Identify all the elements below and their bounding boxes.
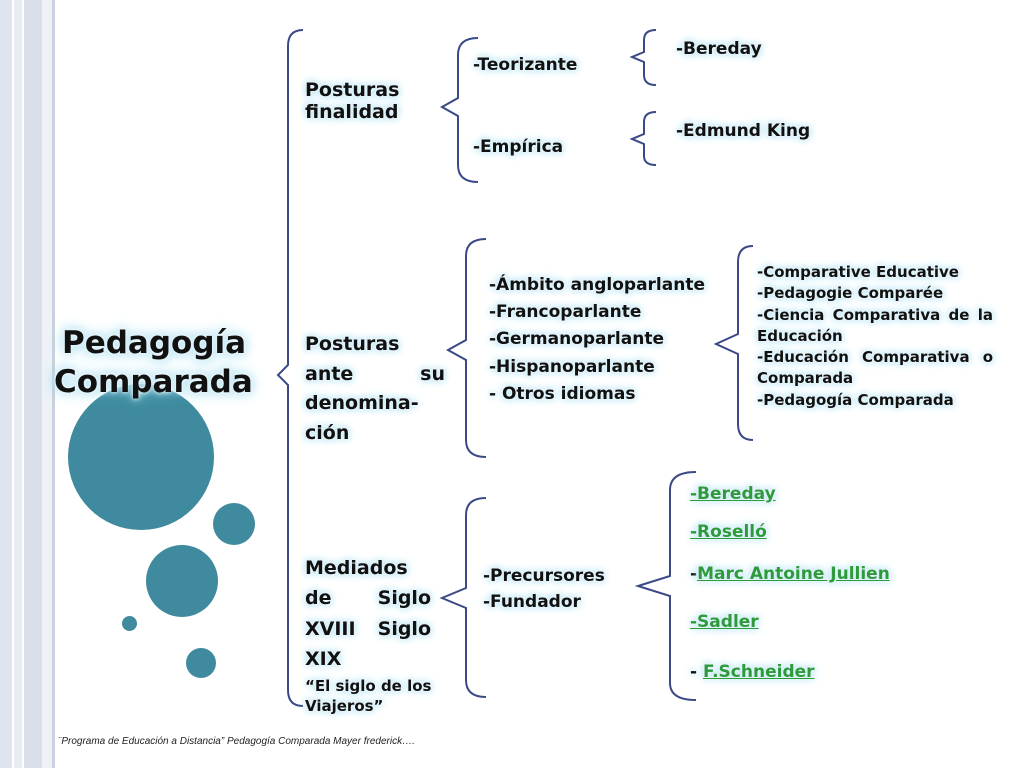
branch1-label-line: Posturas — [305, 79, 400, 101]
branch2-name: Comparada — [757, 369, 854, 388]
branch3-items — [483, 563, 605, 616]
names-bracket — [716, 246, 753, 440]
branch3-label-line: Mediados — [305, 557, 408, 579]
main-bracket — [278, 30, 303, 706]
branch2-name: -Educación Comparativa o — [757, 348, 993, 367]
branch3-label-line: XVIII Siglo — [305, 617, 431, 640]
branch2-label-line: Posturas — [305, 333, 400, 355]
branch1-item: -Teorizante — [473, 55, 578, 75]
branch2-label-line: ción — [305, 421, 350, 444]
branch3-sub-line: Viajeros” — [305, 697, 384, 716]
branch1-author: -Bereday — [676, 39, 762, 59]
branch1-item: -Empírica — [473, 137, 564, 157]
author1-bracket — [632, 30, 656, 85]
branch1-label-line: finalidad — [305, 101, 399, 124]
person-entry[interactable] — [690, 484, 776, 504]
branch3-item: -Precursores — [483, 566, 605, 586]
branch3-label — [305, 553, 431, 675]
person-link[interactable]: Marc Antoine Jullien — [697, 564, 890, 584]
branch2-item: - Otros idiomas — [489, 383, 636, 404]
branch3-bracket — [442, 498, 486, 697]
main-title-line1: Pedagogía — [62, 325, 247, 361]
branch2-item: -Francoparlante — [489, 302, 642, 323]
branch2-label — [305, 330, 445, 449]
branch2-label-line: denomina- — [305, 392, 419, 415]
branch2-name: -Ciencia Comparativa de la — [757, 305, 993, 324]
branch2-item: -Germanoparlante — [489, 329, 664, 350]
person-link[interactable]: -Bereday — [690, 484, 776, 504]
branch2-name: -Comparative Educative — [757, 263, 959, 281]
author2-bracket — [632, 112, 656, 165]
branch3-sublabel — [305, 676, 431, 717]
footer-citation: ¨Programa de Educación a Distancia” Pedagogía Comparada Mayer frederick…. — [58, 736, 415, 747]
branch1-label — [305, 79, 399, 124]
person-link[interactable]: -Sadler — [690, 612, 759, 632]
person-entry[interactable] — [690, 522, 767, 542]
branch3-item: -Fundador — [483, 592, 581, 613]
branch3-label-line: de Siglo — [305, 587, 431, 610]
branch2-label-line: ante su — [305, 362, 445, 385]
branch1-author: -Edmund King — [676, 121, 811, 141]
person-prefix: - — [690, 564, 698, 584]
main-title-line2: Comparada — [54, 363, 253, 400]
branch2-names — [757, 262, 993, 411]
branch3-label-line: XIX — [305, 648, 342, 671]
branch2-name: Educación — [757, 326, 843, 345]
branch2-name: -Pedagogie Comparée — [757, 284, 944, 303]
person-prefix: - — [690, 662, 703, 682]
branch2-items — [489, 272, 705, 408]
branch2-name: -Pedagogía Comparada — [757, 390, 954, 409]
branch2-bracket — [448, 239, 486, 457]
branch2-item: -Hispanoparlante — [489, 356, 655, 377]
main-title — [54, 324, 262, 402]
branch3-sub-line: “El siglo de los — [305, 677, 432, 695]
person-link[interactable]: -Roselló — [690, 522, 767, 542]
person-link[interactable]: F.Schneider — [702, 662, 815, 682]
person-entry[interactable] — [690, 564, 890, 584]
branch2-item: -Ámbito angloparlante — [489, 275, 705, 295]
person-entry[interactable] — [690, 662, 815, 682]
people-bracket — [638, 472, 696, 700]
person-entry[interactable] — [690, 612, 759, 632]
